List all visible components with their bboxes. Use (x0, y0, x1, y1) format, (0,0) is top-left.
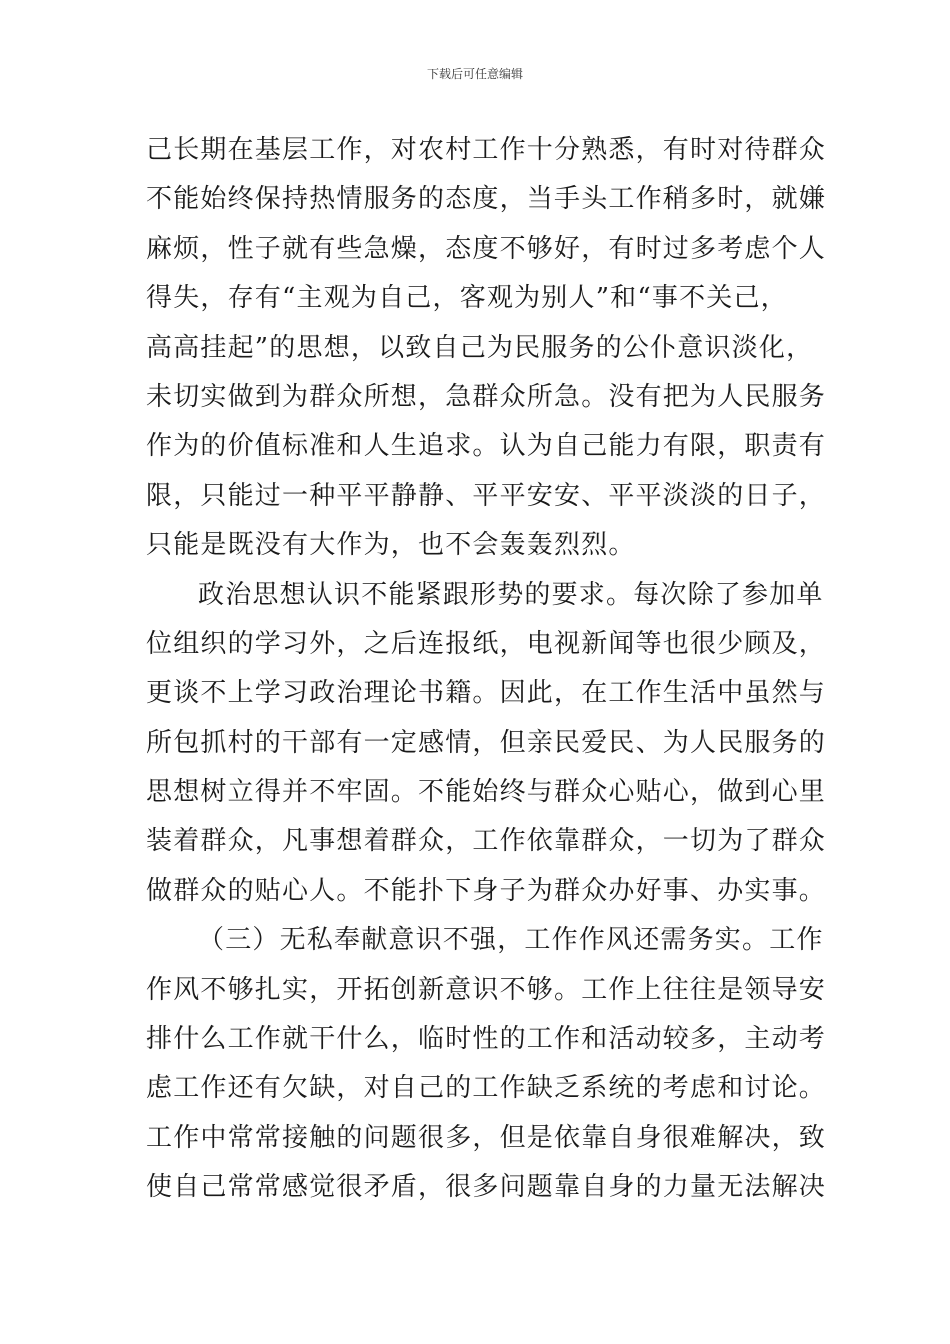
paragraph-start-line: 政治思想认识不能紧跟形势的要求。每次除了参加单 (198, 579, 824, 610)
text-line: 位组织的学习外，之后连报纸，电视新闻等也很少顾及， (146, 628, 827, 659)
text-line: 未切实做到为群众所想，急群众所急。没有把为人民服务 (146, 381, 827, 412)
text-line: 装着群众，凡事想着群众，工作依靠群众，一切为了群众 (146, 826, 827, 857)
text-line: 更谈不上学习政治理论书籍。因此，在工作生活中虽然与 (146, 678, 827, 709)
text-line: 得失，存有“主观为自己，客观为别人”和“事不关己， (146, 283, 788, 314)
text-line: 虑工作还有欠缺，对自己的工作缺乏系统的考虑和讨论。 (146, 1073, 827, 1104)
text-line: 所包抓村的干部有一定感情，但亲民爱民、为人民服务的 (146, 727, 827, 758)
text-line: 工作中常常接触的问题很多，但是依靠自身很难解决，致 (146, 1122, 827, 1153)
text-line: 作风不够扎实，开拓创新意识不够。工作上往往是领导安 (146, 974, 827, 1005)
text-line: 不能始终保持热情服务的态度，当手头工作稍多时，就嫌 (146, 184, 827, 215)
text-line: 思想树立得并不牢固。不能始终与群众心贴心，做到心里 (146, 777, 827, 808)
page-header: 下载后可任意编辑 (426, 67, 523, 81)
text-line: 己长期在基层工作，对农村工作十分熟悉，有时对待群众 (146, 135, 827, 165)
document-body (146, 126, 827, 1213)
text-line: 只能是既没有大作为，也不会轰轰烈烈。 (146, 530, 636, 561)
section-heading-line: （三）无私奉献意识不强，工作作风还需务实。工作 (198, 925, 824, 956)
text-line: 作为的价值标准和人生追求。认为自己能力有限，职责有 (146, 431, 827, 462)
text-line: 高高挂起”的思想，以致自己为民服务的公仆意识淡化， (146, 332, 814, 363)
text-line: 排什么工作就干什么，临时性的工作和活动较多，主动考 (146, 1024, 827, 1055)
text-line: 使自己常常感觉很矛盾，很多问题靠自身的力量无法解决 (146, 1172, 827, 1203)
text-line: 麻烦，性子就有些急燥，态度不够好，有时过多考虑个人 (146, 233, 827, 264)
text-line: 限，只能过一种平平静静、平平安安、平平淡淡的日子， (146, 480, 827, 511)
text-line: 做群众的贴心人。不能扑下身子为群众办好事、办实事。 (146, 875, 827, 906)
